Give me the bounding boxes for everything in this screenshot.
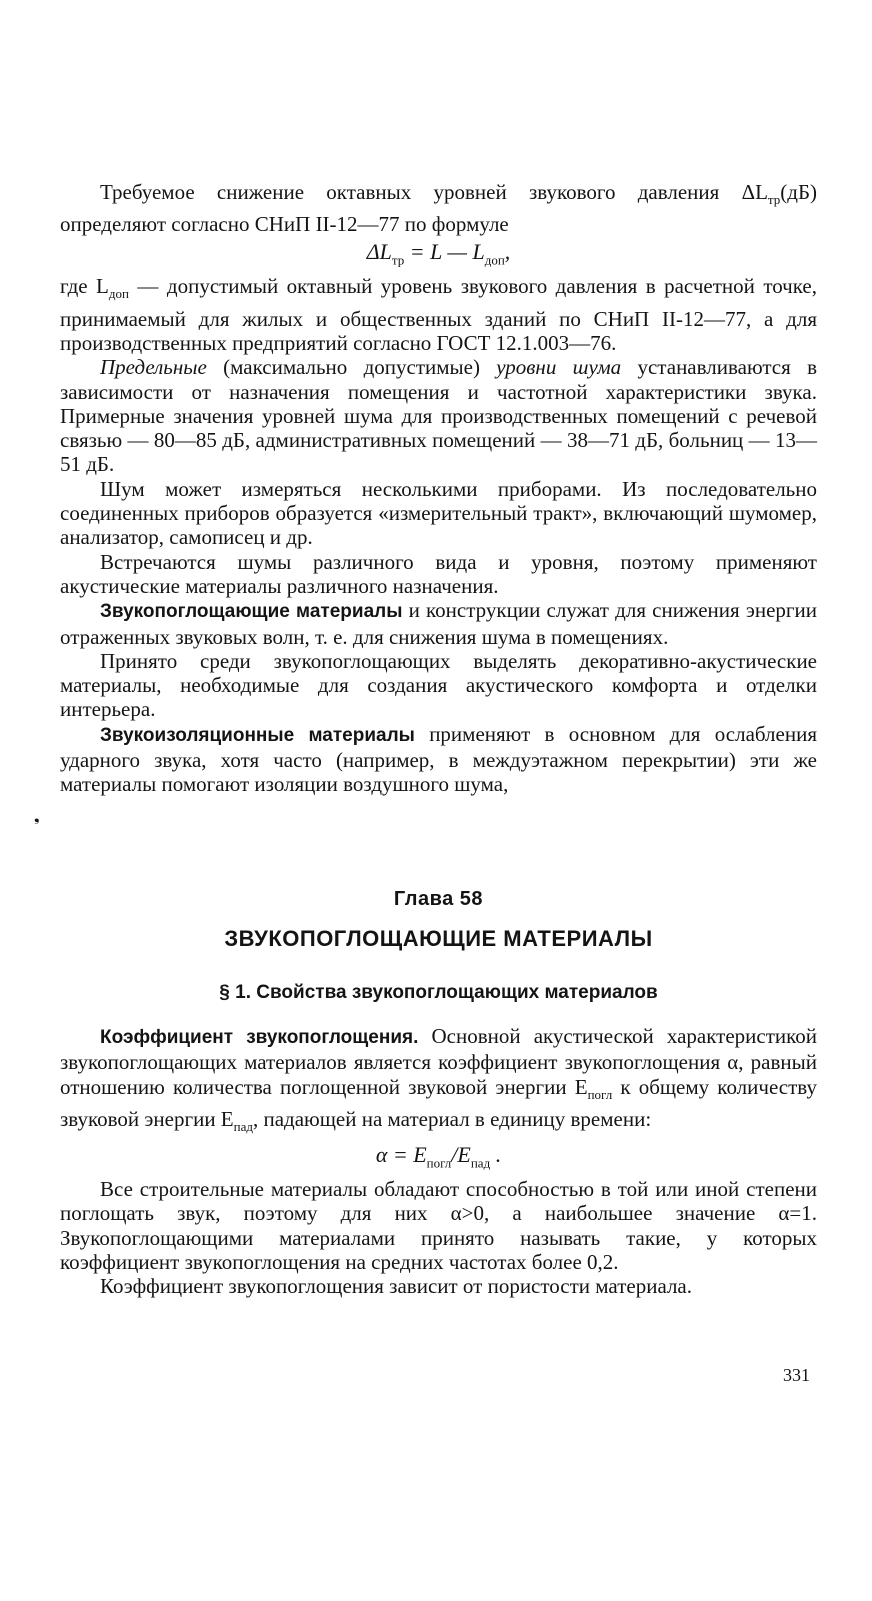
paragraph-intro <box>60 180 817 237</box>
paragraph-decorative: Принято среди звукопоглощающих выделять декоративно-акустические материалы, необходимые для создания акустического комфорта и отделки интерьера. <box>60 648 817 722</box>
paragraph-coefficient <box>60 1024 817 1140</box>
paragraph-noise-types: Встречаются шумы различного вида и уровня, поэтому применяют акустические материалы различного назначения. <box>60 549 817 598</box>
text: где L <box>60 274 109 299</box>
subscript: тр <box>391 252 405 268</box>
paragraph-limits <box>60 355 817 476</box>
subscript: доп <box>484 252 505 268</box>
text: (дБ) определяют согласно СНиП II-12—77 по формуле <box>60 180 817 237</box>
formula-alpha <box>60 1142 817 1171</box>
text: применяют в основном для ослабления ударного звука, хотя часто (например, в междуэтажном перекрытии) эти же материалы помогают изоляции воздушного шума, <box>60 721 817 797</box>
formula-text: /E <box>451 1141 471 1167</box>
text: Требуемое снижение октавных уровней звукового давления ΔL <box>100 180 768 204</box>
text: и конструкции служат для снижения энергии отраженных звуковых волн, т. е. для снижения шума в помещениях. <box>60 598 818 649</box>
italic-term: Предельные <box>100 355 207 380</box>
subscript: погл <box>587 1086 613 1102</box>
page-number: 331 <box>783 1365 810 1385</box>
formula-delta-l <box>60 239 817 268</box>
paragraph-absorbing <box>60 598 817 649</box>
margin-mark: ❟ <box>34 810 40 825</box>
text: , падающей на материал в единицу времени: <box>252 1107 652 1132</box>
section-title: § 1. Свойства звукопоглощающих материалов <box>219 982 658 1003</box>
formula-text: ΔL <box>366 238 392 264</box>
chapter-title: ЗВУКОПОГЛОЩАЮЩИЕ МАТЕРИАЛЫ <box>224 926 653 951</box>
paragraph-porosity: Коэффициент звукопоглощения зависит от пористости материала. <box>100 1274 692 1299</box>
chapter-number: Глава 58 <box>393 888 484 910</box>
formula-text: = L — L <box>404 238 485 264</box>
paragraph-definition <box>60 274 817 355</box>
subscript: пад <box>470 1154 491 1170</box>
text: устанавливаются в зависимости от назначения помещения и частотной характеристики звука. Примерные значения уровней шума для производственных помещений с речевой связью — 80—85 дБ, административных помещений — 38—71 дБ, больниц — 13—51 дБ. <box>60 355 817 477</box>
text-block-top <box>60 180 817 797</box>
formula-text: . <box>490 1141 502 1167</box>
paragraph-insulating <box>60 722 817 797</box>
formula-text: , <box>504 238 511 264</box>
text: Основной акустической характеристикой звукопоглощающих материалов является коэффициент звукопоглощения α, равный отношению количества поглощенной звуковой энергии E <box>60 1024 817 1099</box>
text: (максимально допустимые) <box>206 355 497 380</box>
paragraph-all-materials: Все строительные материалы обладают способностью в той или иной степени поглощать звук, поэтому для них α>0, а наибольшее значение α=1. Звукопоглощающими материалами принято называть такие, у которых коэффициент звукопоглощения на средних частотах более 0,2. <box>60 1176 817 1274</box>
text-block-bottom <box>60 1024 817 1298</box>
formula-text: α = E <box>375 1141 427 1167</box>
bold-term: Коэффициент звукопоглощения. <box>100 1027 419 1048</box>
bold-term: Звукоизоляционные материалы <box>100 724 415 746</box>
bold-term: Звукопоглощающие материалы <box>100 601 403 623</box>
subscript: доп <box>108 286 129 302</box>
text: к общему количеству звуковой энергии E <box>60 1074 817 1132</box>
text: — допустимый октавный уровень звукового давления в расчетной точке, принимаемый для жилых и общественных зданий по СНиП II-12—77, а для производственных предприятий согласно ГОСТ 12.1.003—76. <box>60 274 817 355</box>
paragraph-measurement: Шум может измеряться несколькими приборами. Из последовательно соединенных приборов образуется «измерительный тракт», включающий шумомер, анализатор, самописец и др. <box>60 476 817 550</box>
subscript: пад <box>233 1119 253 1135</box>
subscript: погл <box>426 1154 452 1170</box>
italic-term: уровни шума <box>496 355 622 380</box>
subscript: тр <box>767 192 781 208</box>
